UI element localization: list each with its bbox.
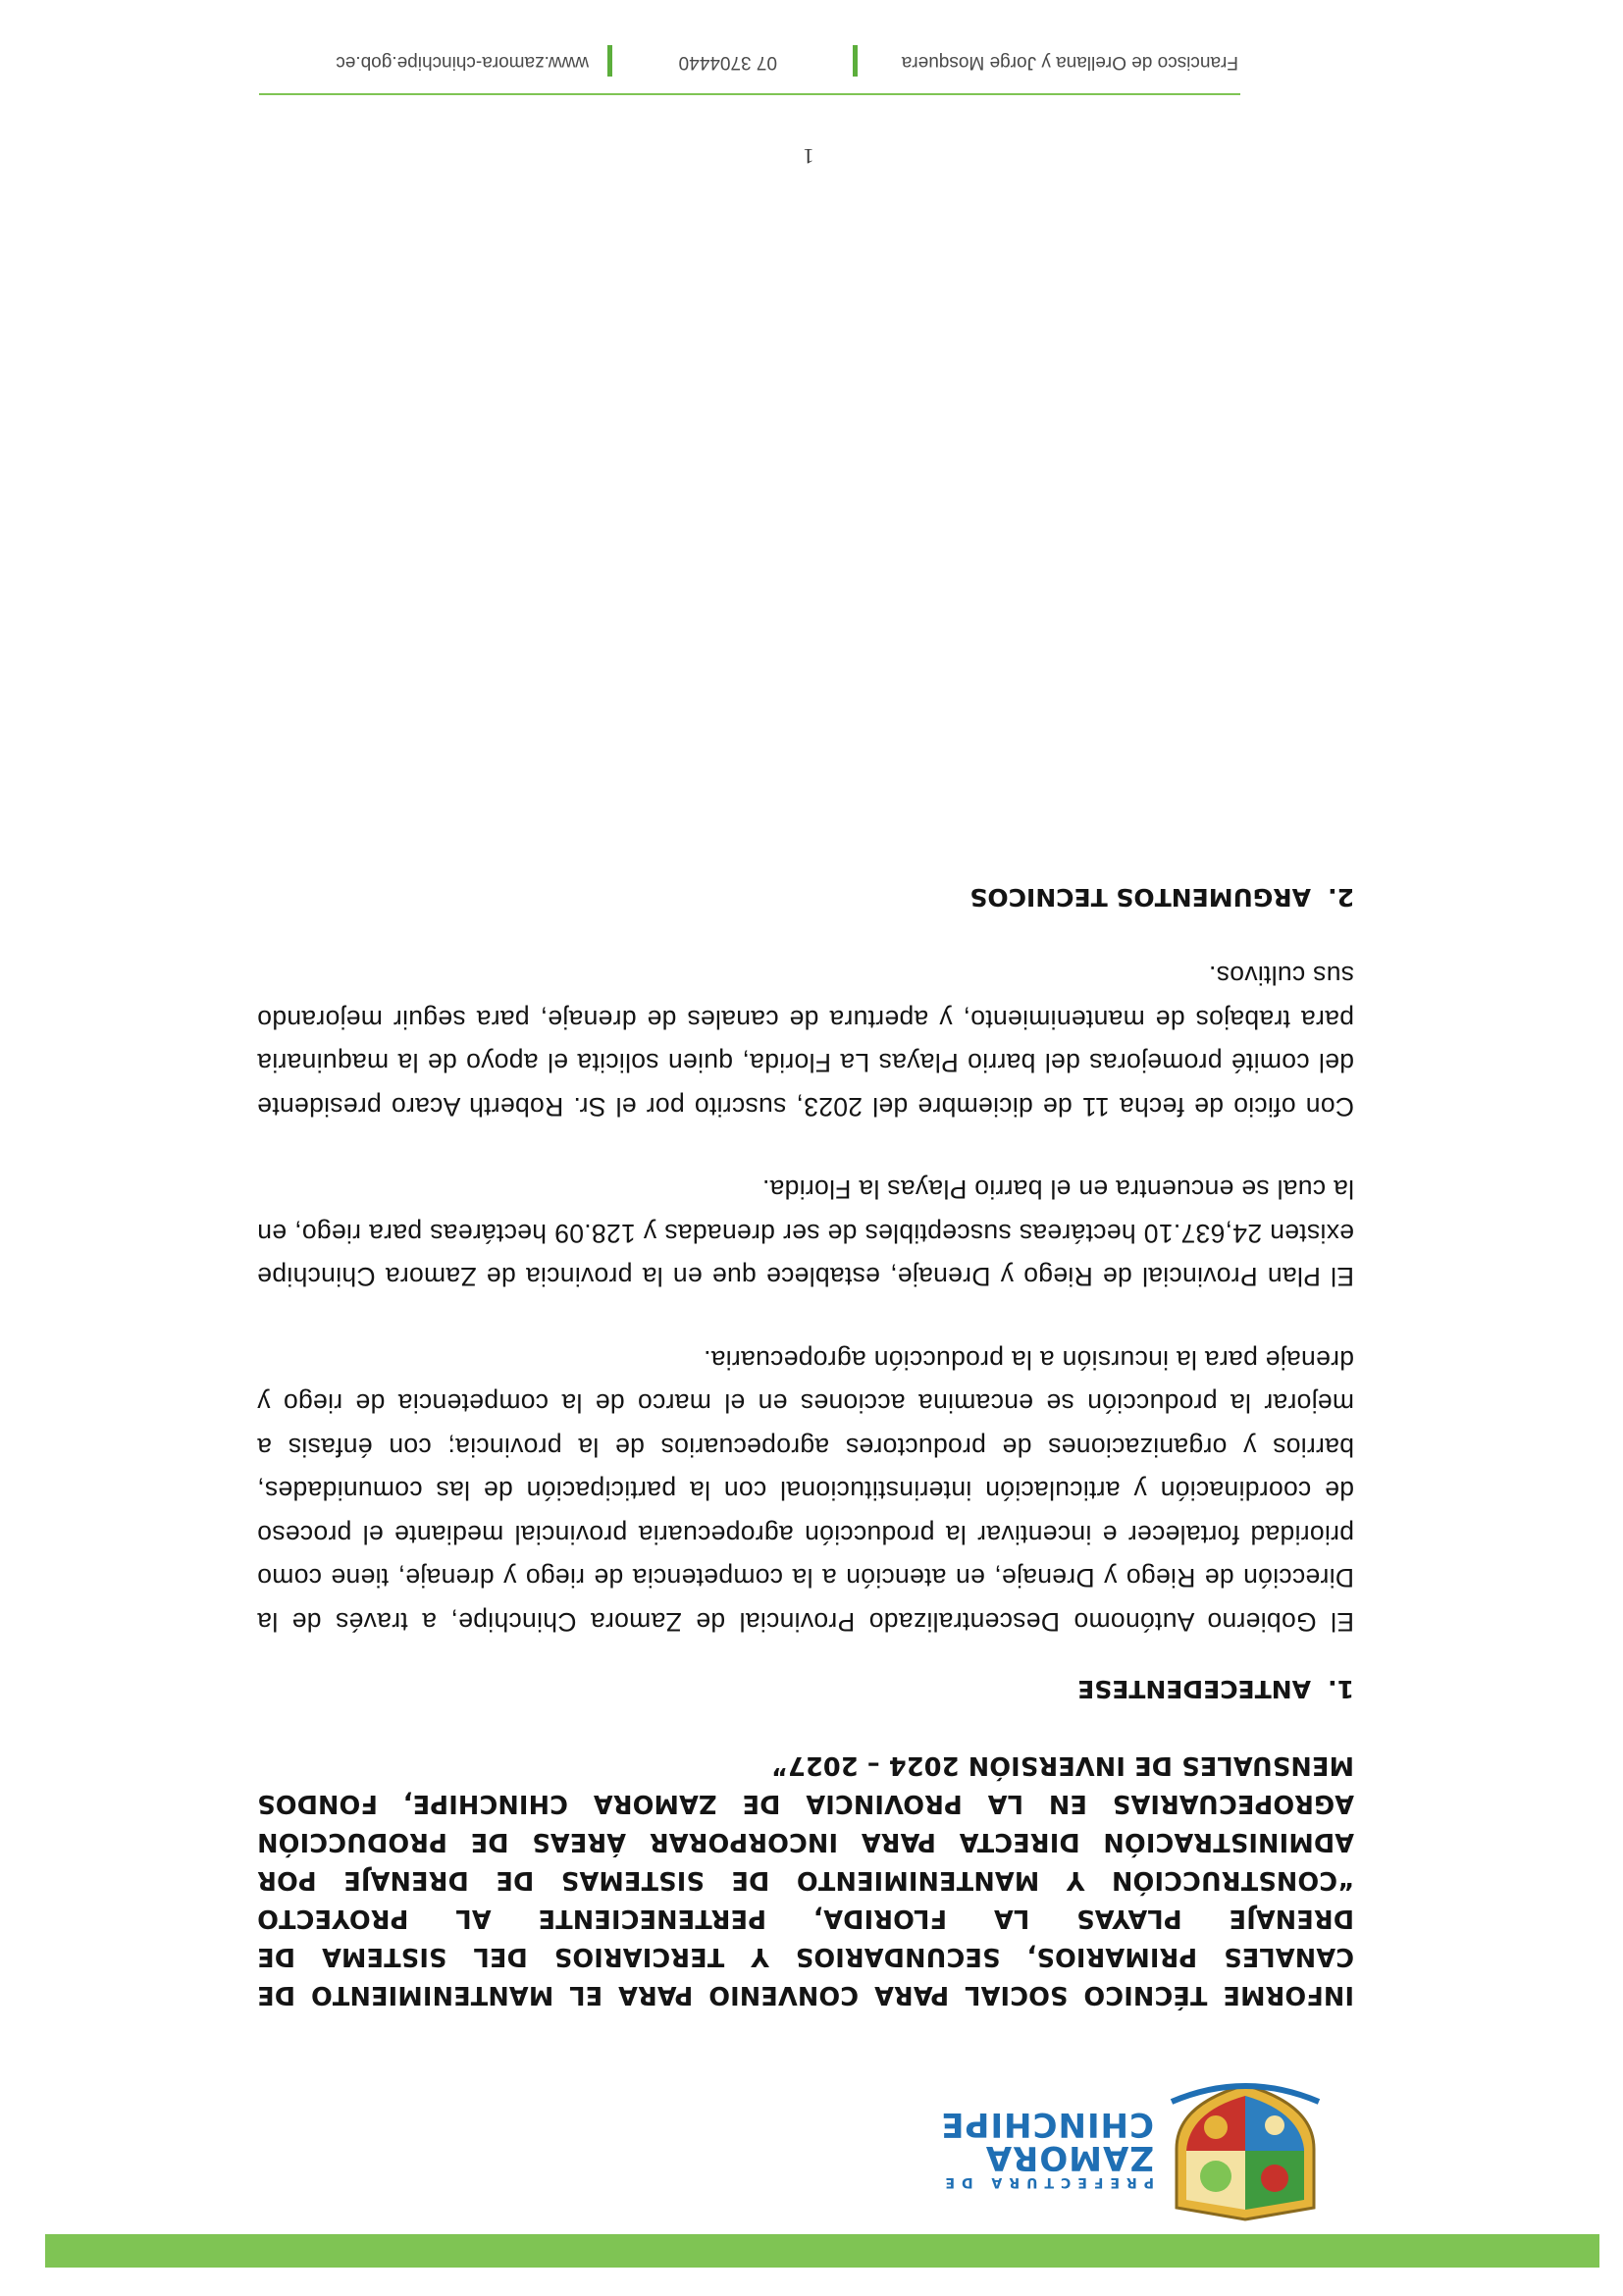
footer [257,41,1238,77]
footer-address: Francisco de Orellana y Jorge Mosquera [901,52,1238,73]
header-green-bar [45,2234,1599,2268]
page-number: 1 [803,144,814,169]
coat-of-arms-shield-icon [1162,2080,1329,2227]
paragraph-3: Con oficio de fecha 11 de diciembre del 2023, suscrito por el Sr. Roberth Acaro presidente del comité promejoras del barrio Playas La Florida, quien solicita el apoyo de la maquinaria para trabajos de mantenimiento, y apertura de canales de drenaje, para seguir mejorando sus cultivos. [257,961,1354,1122]
logo-small-text: PREFECTURA DE [938,2174,1154,2190]
paragraph-1: El Gobierno Autónomo Descentralizado Provincial de Zamora Chinchipe, a través de la Dirección de Riego y Drenaje, en atención a la competencia de riego y drenaje, tiene como prioridad fortalecer e incentivar la producción agropecuaria provincial mediante el proceso de coordinación y articulación interinstitucional con la participación de las comunidades, barrios y organizaciones de productores agropecuarios de la provincia; con énfasis a mejorar la producción se encamina acciones en el marco de la competencia de riego y drenaje para la incursión a la producción agropecuaria. [257,1345,1354,1637]
footer-separator [607,45,612,77]
prefectura-logo [916,2080,1329,2227]
logo-line-1: ZAMORA [984,2138,1154,2177]
section-2-title: ARGUMENTOS TECNICOS [969,883,1311,912]
section-1-title: ANTECEDENTESE [1077,1675,1311,1703]
footer-divider [259,93,1240,95]
document-body [257,852,1354,2013]
section-1-number: 1. [1328,1675,1354,1703]
footer-phone: 07 3704440 [678,52,777,73]
section-1-heading [257,1671,1354,1706]
paragraph-2: El Plan Provincial de Riego y Drenaje, establece que en la provincia de Zamora Chinchipe existen 24,637.10 hectáreas susceptibles de ser drenadas y 128.09 hectáreas para riego, en la cual se encuentra en el barrio Playas la Florida. [257,1174,1354,1292]
footer-separator [853,45,858,77]
section-2-number: 2. [1328,883,1354,912]
footer-website: www.zamora-chinchipe.gob.ec [336,52,589,73]
logo-line-2: CHINCHIPE [940,2105,1154,2144]
document-title: INFORME TÉCNICO SOCIAL PARA CONVENIO PARA EL MANTENIMIENTO DE CANALES PRIMARIOS, SECUNDARIOS Y TERCIARIOS DEL SISTEMA DE DRENAJE PLAYAS LA FLORIDA, PERTENECIENTE AL PROYECTO “CONSTRUCCIÓN Y MANTENIMIENTO DE SISTEMAS DE DRENAJE POR ADMINISTRACIÓN DIRECTA PARA INCORPORAR ÁREAS DE PRODUCCIÓN AGROPECUARIAS EN LA PROVINCIA DE ZAMORA CHINCHIPE, FONDOS MENSUALES DE INVERSIÓN 2024 – 2027” [257,1750,1354,2009]
logo-text [938,2105,1154,2190]
section-2-heading [257,879,1354,914]
